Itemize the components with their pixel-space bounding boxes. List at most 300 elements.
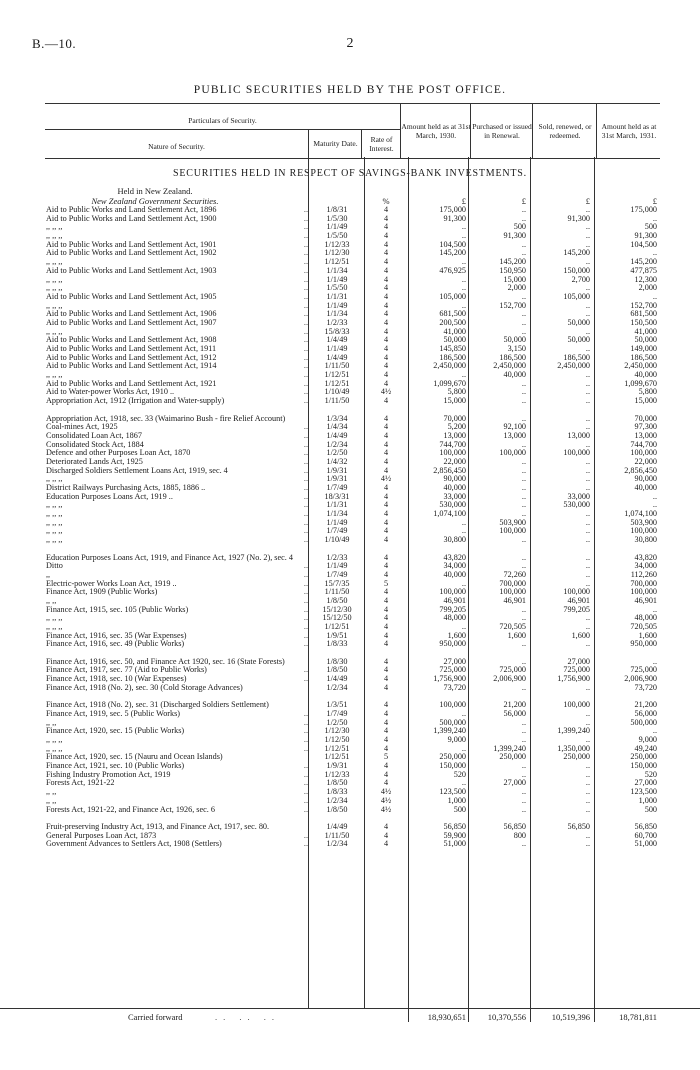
interest-rate: 4 <box>383 300 389 310</box>
table-row <box>0 249 700 258</box>
interest-rate: 4 <box>383 213 389 223</box>
held-1931-value: .. <box>652 500 657 510</box>
table-row <box>0 779 700 788</box>
held-1930-value: 73,720 <box>443 682 466 692</box>
held-1930-value: 725,000 <box>439 665 466 675</box>
security-name: ,, ,, ,, <box>46 623 63 632</box>
sold-value: .. <box>585 839 590 849</box>
table-row <box>0 580 700 589</box>
held-1931-value: 50,000 <box>634 335 657 345</box>
maturity-date: 1/12/51 <box>324 752 350 762</box>
maturity-date: 1/10/49 <box>324 535 350 545</box>
security-name: ,, ,, <box>46 796 57 805</box>
table-row <box>0 675 700 684</box>
maturity-date: 1/1/34 <box>326 509 348 519</box>
purchased-value: .. <box>521 561 526 571</box>
sold-value: .. <box>585 778 590 788</box>
leader-dots: .. <box>303 396 308 406</box>
held-1930-value: 1,756,900 <box>433 674 466 684</box>
interest-rate: 4 <box>383 465 389 475</box>
security-name: Finance Act, 1915, sec. 105 (Public Works) <box>46 605 189 614</box>
held-1930-value: 40,000 <box>443 483 466 493</box>
security-name: Government Advances to Settlers Act, 1908 (Settlers) <box>46 840 222 849</box>
leader-dots: .. <box>303 439 308 449</box>
purchased-value: 2,006,900 <box>493 674 526 684</box>
purchased-value: 50,000 <box>503 335 526 345</box>
security-name: General Purposes Loan Act, 1873 <box>46 831 157 840</box>
held-1931-value: 40,000 <box>634 483 657 493</box>
page-reference: B.—10. <box>32 36 77 51</box>
held-1930-value: 500,000 <box>439 717 466 727</box>
interest-rate: 4 <box>383 830 389 840</box>
purchased-value: 145,200 <box>499 257 526 267</box>
sold-value: 27,000 <box>567 656 590 666</box>
maturity-date: 1/11/50 <box>324 830 350 840</box>
held-1931-value: 149,000 <box>630 344 657 353</box>
interest-rate: 4 <box>383 239 389 249</box>
purchased-value: .. <box>521 604 526 614</box>
maturity-date: 1/12/30 <box>324 726 350 736</box>
purchased-value: 700,000 <box>499 578 526 588</box>
security-name: Education Purposes Loans Act, 1919 .. <box>46 492 173 501</box>
sold-value: .. <box>585 622 590 632</box>
pound-symbol: £ <box>652 196 657 206</box>
carried-purchased: 10,370,556 <box>487 1012 526 1022</box>
interest-rate: 4 <box>383 656 389 666</box>
maturity-date: 1/7/49 <box>326 526 348 536</box>
interest-rate: 4 <box>383 248 389 258</box>
table-row <box>0 501 700 510</box>
table-row <box>0 258 700 267</box>
table-row <box>0 336 700 345</box>
held-1931-value: 700,000 <box>630 578 657 588</box>
held-1931-value: .. <box>652 656 657 666</box>
held-1931-value: .. <box>652 604 657 614</box>
leader-dots: .. <box>303 630 308 640</box>
security-name: ,, ,, ,, <box>46 614 63 623</box>
interest-rate: 4 <box>383 326 389 336</box>
maturity-date: 15/8/33 <box>324 326 350 336</box>
interest-rate: 4 <box>383 309 389 319</box>
sold-value: 2,700 <box>571 274 590 284</box>
table-row <box>0 475 700 484</box>
maturity-date: 1/4/49 <box>326 821 348 831</box>
maturity-date: 1/5/50 <box>326 231 348 241</box>
held-1930-value: 9,000 <box>447 735 466 744</box>
maturity-date: 1/1/34 <box>326 265 348 275</box>
interest-rate: 4 <box>383 569 389 579</box>
maturity-date: 1/4/49 <box>326 674 348 684</box>
purchased-value: .. <box>521 205 526 214</box>
held-1930-value: 27,000 <box>443 656 466 666</box>
held-1930-value: .. <box>461 283 466 293</box>
interest-rate: 4 <box>383 205 389 214</box>
held-1930-value: 46,901 <box>443 595 466 605</box>
table-row <box>0 527 700 536</box>
leader-dots: .. <box>303 726 308 736</box>
security-name: Aid to Public Works and Land Settlement Act, 1912 <box>46 353 217 362</box>
leader-dots: .. <box>303 344 308 353</box>
maturity-date: 1/12/51 <box>324 743 350 753</box>
held-1931-value: 1,000 <box>638 795 657 805</box>
held-1931-value: .. <box>652 726 657 736</box>
table-row <box>0 745 700 754</box>
table-row <box>0 736 700 745</box>
interest-rate: 4½ <box>380 787 392 797</box>
col-purchased: Purchased or issued in Renewal. <box>470 104 533 158</box>
held-1931-value: 1,099,670 <box>624 378 657 388</box>
maturity-date: 1/1/49 <box>326 300 348 310</box>
sold-value: 46,901 <box>567 595 590 605</box>
maturity-date: 1/7/49 <box>326 708 348 718</box>
security-name: ,, ,, ,, <box>46 223 63 232</box>
interest-rate: 4 <box>383 370 389 380</box>
held-1931-value: 112,260 <box>630 569 657 579</box>
leader-dots: .. <box>303 830 308 840</box>
leader-dots: .. <box>303 735 308 744</box>
interest-rate: 4 <box>383 430 389 440</box>
held-1931-value: 13,000 <box>634 430 657 440</box>
held-1930-value: 175,000 <box>439 205 466 214</box>
leader-dots: .. <box>303 622 308 632</box>
security-name: ,, ,, ,, <box>46 475 63 484</box>
purchased-value: 56,000 <box>503 708 526 718</box>
carried-sold: 10,519,396 <box>551 1012 590 1022</box>
sold-value: 1,600 <box>571 630 590 640</box>
security-name: ,, ,, ,, <box>46 232 63 241</box>
table-row <box>0 484 700 493</box>
table-row <box>0 215 700 224</box>
sold-value: .. <box>585 387 590 397</box>
interest-rate: 5 <box>383 752 389 762</box>
purchased-value: .. <box>521 761 526 771</box>
purchased-value: .. <box>521 439 526 449</box>
purchased-value: .. <box>521 717 526 727</box>
leader-dots: .. <box>303 300 308 310</box>
leader-dots: .. <box>303 448 308 458</box>
leader-dots: .. <box>303 535 308 545</box>
interest-rate: 4 <box>383 517 389 527</box>
security-name: Aid to Public Works and Land Settlement Act, 1901 <box>46 240 217 249</box>
sold-value: 105,000 <box>563 291 590 301</box>
interest-rate: 4 <box>383 778 389 788</box>
sold-value: .. <box>585 483 590 493</box>
interest-rate: 4 <box>383 708 389 718</box>
held-1931-value: 725,000 <box>630 665 657 675</box>
held-1931-value: 5,800 <box>638 387 657 397</box>
security-name: Discharged Soldiers Settlement Loans Act, 1919, sec. 4 <box>46 466 228 475</box>
purchased-value: 21,200 <box>503 700 526 710</box>
interest-rate: 4 <box>383 413 389 423</box>
carried-forward-label: Carried forward <box>128 1012 183 1022</box>
held-1931-value: 520 <box>644 769 657 779</box>
sold-value: .. <box>585 422 590 432</box>
security-name: Finance Act, 1916, sec. 50, and Finance Act 1920, sec. 16 (State Forests) <box>46 657 285 666</box>
purchased-value: 250,000 <box>499 752 526 762</box>
sold-value: .. <box>585 535 590 545</box>
held-1930-value: .. <box>461 517 466 527</box>
sold-value: 100,000 <box>563 587 590 597</box>
purchased-value: 72,260 <box>503 569 526 579</box>
sold-value: .. <box>585 378 590 388</box>
held-1930-value: 41,000 <box>443 326 466 336</box>
security-name: ,, ,, ,, <box>46 501 63 510</box>
held-1930-value: 145,200 <box>439 248 466 258</box>
sold-value: .. <box>585 300 590 310</box>
table-row <box>0 267 700 276</box>
maturity-date: 1/12/30 <box>324 248 350 258</box>
interest-rate: 4 <box>383 821 389 831</box>
maturity-date: 1/11/50 <box>324 587 350 597</box>
sold-value: 56,850 <box>567 821 590 831</box>
held-1930-value: .. <box>461 300 466 310</box>
held-1930-value: 500 <box>453 804 466 814</box>
maturity-date: 1/1/49 <box>326 274 348 284</box>
purchased-value: 3,150 <box>507 344 526 353</box>
carried-held-1930: 18,930,651 <box>427 1012 466 1022</box>
held-1930-value: 70,000 <box>443 413 466 423</box>
sold-value: 1,756,900 <box>557 674 590 684</box>
table-row <box>0 406 700 423</box>
maturity-date: 1/2/34 <box>326 682 348 692</box>
held-1930-value: .. <box>461 708 466 718</box>
security-name: Deteriorated Lands Act, 1925 <box>46 457 143 466</box>
sold-value: .. <box>585 456 590 466</box>
table-row <box>0 649 700 666</box>
security-name: ,, ,, ,, <box>46 258 63 267</box>
held-1930-value: 186,500 <box>439 352 466 362</box>
purchased-value: .. <box>521 239 526 249</box>
security-name: Defence and other Purposes Loan Act, 1870 <box>46 449 191 458</box>
security-name: Finance Act, 1909 (Public Works) <box>46 588 158 597</box>
section-subheading: New Zealand Government Securities. <box>91 196 219 206</box>
security-name: Aid to Public Works and Land Settlement Act, 1914 <box>46 362 217 371</box>
security-name: Fruit-preserving Industry Act, 1913, and Finance Act, 1917, sec. 80. <box>46 822 270 831</box>
table-row <box>0 371 700 380</box>
held-1931-value: 104,500 <box>630 239 657 249</box>
security-name: Appropriation Act, 1912 (Irrigation and Water-supply) <box>46 397 225 406</box>
interest-rate: 4 <box>383 587 389 597</box>
table-row <box>0 840 700 849</box>
purchased-value: 100,000 <box>499 526 526 536</box>
purchased-value: .. <box>521 535 526 545</box>
maturity-date: 15/7/35 <box>324 578 350 588</box>
table-row <box>0 519 700 528</box>
held-1930-value: 13,000 <box>443 430 466 440</box>
sold-value: .. <box>585 526 590 536</box>
purchased-value: 2,450,000 <box>493 361 526 371</box>
purchased-value: .. <box>521 474 526 484</box>
held-1930-value: 1,399,240 <box>433 726 466 736</box>
security-name: Finance Act, 1918 (No. 2), sec. 31 (Discharged Soldiers Settlement) <box>46 701 269 710</box>
held-1931-value: 186,500 <box>630 352 657 362</box>
purchased-value: .. <box>521 500 526 510</box>
purchased-value: .. <box>521 483 526 493</box>
held-1931-value: 500,000 <box>630 717 657 727</box>
sold-value: 725,000 <box>563 665 590 675</box>
maturity-date: 1/9/31 <box>326 474 348 484</box>
purchased-value: .. <box>521 682 526 692</box>
held-1930-value: 530,000 <box>439 500 466 510</box>
sold-value: 50,000 <box>567 335 590 345</box>
security-name: Aid to Public Works and Land Settlement Act, 1903 <box>46 266 217 275</box>
table-row <box>0 632 700 641</box>
percent-symbol: % <box>382 196 390 206</box>
security-name: ,, ,, ,, <box>46 327 63 336</box>
sold-value: .. <box>585 830 590 840</box>
purchased-value: .. <box>521 509 526 519</box>
leader-dots: .. <box>303 422 308 432</box>
held-1930-value: 22,000 <box>443 456 466 466</box>
maturity-date: 1/2/33 <box>326 317 348 327</box>
interest-rate: 5 <box>383 578 389 588</box>
leader-dots: .. <box>303 370 308 380</box>
pound-symbol: £ <box>521 196 526 206</box>
table-row <box>0 397 700 406</box>
table-row <box>0 423 700 432</box>
held-1930-value: 40,000 <box>443 569 466 579</box>
security-name: Coal-mines Act, 1925 <box>46 423 118 432</box>
leader-dots: .. <box>303 213 308 223</box>
table-row <box>0 806 700 815</box>
table-row <box>0 814 700 831</box>
held-1930-value: 90,000 <box>443 474 466 484</box>
held-1930-value: 1,600 <box>447 630 466 640</box>
leader-dots: .. <box>303 595 308 605</box>
table-row <box>0 562 700 571</box>
security-name: Finance Act, 1920, sec. 15 (Nauru and Ocean Islands) <box>46 753 223 762</box>
held-1930-value: 105,000 <box>439 291 466 301</box>
held-1930-value: 48,000 <box>443 613 466 623</box>
maturity-date: 1/8/33 <box>326 639 348 649</box>
table-row <box>0 449 700 458</box>
maturity-date: 1/9/31 <box>326 761 348 771</box>
held-1931-value: 34,000 <box>634 561 657 571</box>
leader-dots: .. <box>303 769 308 779</box>
maturity-date: 1/2/34 <box>326 795 348 805</box>
interest-rate: 4 <box>383 743 389 753</box>
leader-dots: .. <box>303 378 308 388</box>
security-name: ,, ,, ,, <box>46 275 63 284</box>
security-name: Aid to Public Works and Land Settlement Act, 1900 <box>46 214 217 223</box>
table-row <box>0 693 700 710</box>
sold-value: 145,200 <box>563 248 590 258</box>
sold-value: .. <box>585 396 590 406</box>
held-1931-value: 175,000 <box>630 205 657 214</box>
held-1930-value: 91,300 <box>443 213 466 223</box>
held-1930-value: .. <box>461 743 466 753</box>
held-1931-value: 22,000 <box>634 456 657 466</box>
held-1930-value: 1,000 <box>447 795 466 805</box>
sold-value: .. <box>585 283 590 293</box>
col-particulars: Particulars of Security. <box>188 116 257 125</box>
security-name: Aid to Public Works and Land Settlement Act, 1906 <box>46 310 217 319</box>
held-1931-value: 150,000 <box>630 761 657 771</box>
held-1931-value: 250,000 <box>630 752 657 762</box>
held-1931-value: 12,300 <box>634 274 657 284</box>
held-1931-value: 73,720 <box>634 682 657 692</box>
held-1931-value: 100,000 <box>630 526 657 536</box>
sold-value: .. <box>585 344 590 353</box>
sold-value: 1,350,000 <box>557 743 590 753</box>
sold-value: 91,300 <box>567 213 590 223</box>
sold-value: 1,399,240 <box>557 726 590 736</box>
purchased-value: 725,000 <box>499 665 526 675</box>
interest-rate: 4 <box>383 265 389 275</box>
table-row <box>0 510 700 519</box>
held-1930-value: .. <box>461 222 466 232</box>
purchased-value: 500 <box>513 222 526 232</box>
purchased-value: .. <box>521 317 526 327</box>
sold-value: 100,000 <box>563 448 590 458</box>
interest-rate: 4 <box>383 639 389 649</box>
leader-dots: .. <box>303 578 308 588</box>
held-1930-value: .. <box>461 370 466 380</box>
interest-rate: 4 <box>383 622 389 632</box>
interest-rate: 4 <box>383 552 389 562</box>
interest-rate: 4 <box>383 483 389 493</box>
sold-value: .. <box>585 257 590 267</box>
security-name: Finance Act, 1916, sec. 49 (Public Works) <box>46 640 185 649</box>
held-1930-value: 1,099,670 <box>433 378 466 388</box>
table-row <box>0 753 700 762</box>
interest-rate: 4 <box>383 717 389 727</box>
held-1931-value: 91,300 <box>634 231 657 241</box>
security-name: District Railways Purchasing Acts, 1885, 1886 .. <box>46 484 206 493</box>
held-1931-value: .. <box>652 491 657 501</box>
sold-value: .. <box>585 735 590 744</box>
col-maturity: Maturity Date. <box>308 129 362 158</box>
interest-rate: 4½ <box>380 795 392 805</box>
purchased-value: .. <box>521 839 526 849</box>
held-1930-value: 200,500 <box>439 317 466 327</box>
table-row <box>0 623 700 632</box>
table-row <box>0 467 700 476</box>
sold-value: 150,000 <box>563 265 590 275</box>
leader-dots: .. <box>303 743 308 753</box>
maturity-date: 1/4/49 <box>326 335 348 345</box>
interest-rate: 4 <box>383 500 389 510</box>
purchased-value: .. <box>521 456 526 466</box>
held-1930-value: .. <box>461 778 466 788</box>
held-1930-value: 5,200 <box>447 422 466 432</box>
held-1931-value: 503,900 <box>630 517 657 527</box>
table-row <box>0 432 700 441</box>
held-1931-value: 150,500 <box>630 317 657 327</box>
held-1931-value: 21,200 <box>634 700 657 710</box>
leader-dots: .. .. .. <box>215 1012 280 1022</box>
maturity-date: 1/4/49 <box>326 430 348 440</box>
leader-dots: .. <box>303 326 308 336</box>
maturity-date: 1/9/31 <box>326 465 348 475</box>
maturity-date: 1/2/50 <box>326 717 348 727</box>
table-row <box>0 710 700 719</box>
maturity-date: 1/12/51 <box>324 622 350 632</box>
interest-rate: 4 <box>383 526 389 536</box>
carried-held-1931: 18,781,811 <box>619 1012 657 1022</box>
col-rate: Rate of Interest. <box>361 129 401 158</box>
held-1930-value: 2,450,000 <box>433 361 466 371</box>
sold-value: .. <box>585 578 590 588</box>
held-1930-value: 123,500 <box>439 787 466 797</box>
held-1930-value: 744,700 <box>439 439 466 449</box>
security-name: ,, ,, ,, <box>46 371 63 380</box>
table-row <box>0 206 700 215</box>
interest-rate: 4 <box>383 665 389 675</box>
maturity-date: 1/1/49 <box>326 344 348 353</box>
security-name: Consolidated Loan Act, 1867 <box>46 431 142 440</box>
purchased-value: .. <box>521 396 526 406</box>
